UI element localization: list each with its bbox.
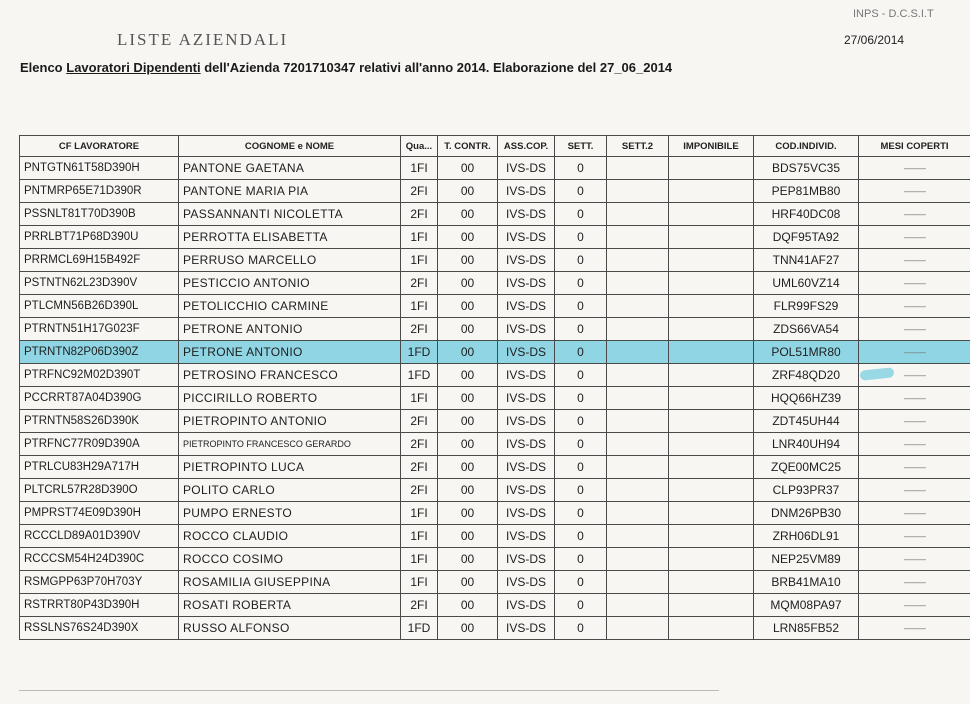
codice-individuale-cell: BDS75VC35 (754, 157, 859, 180)
mesi-coperti-cell: ------------- (859, 525, 970, 548)
qualifica-cell: 2FI (401, 272, 438, 295)
employee-table-wrapper (19, 135, 970, 640)
name-cell: PANTONE GAETANA (179, 157, 401, 180)
codice-individuale-cell: PEP81MB80 (754, 180, 859, 203)
codice-individuale-cell: ZDT45UH44 (754, 410, 859, 433)
table-row (20, 410, 970, 433)
settimane2-cell (607, 594, 669, 617)
name-cell: PIETROPINTO FRANCESCO GERARDO (179, 433, 401, 456)
imponibile-cell (669, 502, 754, 525)
name-cell: PETRONE ANTONIO (179, 341, 401, 364)
cf-cell: PMPRST74E09D390H (20, 502, 179, 525)
assicurazione-cell: IVS-DS (498, 456, 555, 479)
tipo-contratto-cell: 00 (438, 318, 498, 341)
assicurazione-cell: IVS-DS (498, 410, 555, 433)
tipo-contratto-cell: 00 (438, 226, 498, 249)
qualifica-cell: 2FI (401, 203, 438, 226)
cf-cell: PSSNLT81T70D390B (20, 203, 179, 226)
settimane-cell: 0 (555, 548, 607, 571)
column-header: CF LAVORATORE (20, 136, 179, 157)
imponibile-cell (669, 594, 754, 617)
list-title: LISTE AZIENDALI (117, 30, 289, 49)
name-cell: PIETROPINTO ANTONIO (179, 410, 401, 433)
settimane-cell: 0 (555, 364, 607, 387)
qualifica-cell: 1FD (401, 364, 438, 387)
settimane-cell: 0 (555, 479, 607, 502)
cf-cell: PTRLCU83H29A717H (20, 456, 179, 479)
tipo-contratto-cell: 00 (438, 456, 498, 479)
imponibile-cell (669, 180, 754, 203)
tipo-contratto-cell: 00 (438, 410, 498, 433)
bottom-edge-line (19, 690, 719, 691)
cf-cell: PCCRRT87A04D390G (20, 387, 179, 410)
qualifica-cell: 1FI (401, 525, 438, 548)
heading-underlined: Lavoratori Dipendenti (66, 60, 201, 75)
mesi-coperti-cell: ------------- (859, 433, 970, 456)
mesi-coperti-cell: ------------- (859, 249, 970, 272)
assicurazione-cell: IVS-DS (498, 226, 555, 249)
table-header-row (20, 136, 970, 157)
qualifica-cell: 2FI (401, 318, 438, 341)
tipo-contratto-cell: 00 (438, 157, 498, 180)
codice-individuale-cell: UML60VZ14 (754, 272, 859, 295)
mesi-coperti-cell: ------------- (859, 456, 970, 479)
qualifica-cell: 1FI (401, 295, 438, 318)
codice-individuale-cell: POL51MR80 (754, 341, 859, 364)
mesi-coperti-cell: ------------- (859, 318, 970, 341)
cf-cell: PLTCRL57R28D390O (20, 479, 179, 502)
cf-cell: RSTRRT80P43D390H (20, 594, 179, 617)
name-cell: PICCIRILLO ROBERTO (179, 387, 401, 410)
mesi-coperti-cell: ------------- (859, 571, 970, 594)
table-row (20, 479, 970, 502)
cf-cell: PTRFNC92M02D390T (20, 364, 179, 387)
column-header: ASS.COP. (498, 136, 555, 157)
document-heading (20, 60, 672, 75)
assicurazione-cell: IVS-DS (498, 571, 555, 594)
table-row (20, 318, 970, 341)
name-cell: PETOLICCHIO CARMINE (179, 295, 401, 318)
column-header: SETT.2 (607, 136, 669, 157)
assicurazione-cell: IVS-DS (498, 341, 555, 364)
codice-individuale-cell: MQM08PA97 (754, 594, 859, 617)
settimane-cell: 0 (555, 295, 607, 318)
settimane-cell: 0 (555, 410, 607, 433)
column-header: IMPONIBILE (669, 136, 754, 157)
mesi-coperti-cell: ------------- (859, 272, 970, 295)
codice-individuale-cell: NEP25VM89 (754, 548, 859, 571)
table-row (20, 157, 970, 180)
imponibile-cell (669, 364, 754, 387)
cf-cell: PNTMRP65E71D390R (20, 180, 179, 203)
table-row (20, 548, 970, 571)
tipo-contratto-cell: 00 (438, 548, 498, 571)
table-row (20, 571, 970, 594)
heading-rest: dell'Azienda 7201710347 relativi all'anno 2014. Elaborazione del 27_06_2014 (200, 60, 673, 75)
settimane2-cell (607, 295, 669, 318)
column-header: Qua... (401, 136, 438, 157)
imponibile-cell (669, 341, 754, 364)
mesi-coperti-cell: ------------- (859, 410, 970, 433)
table-body (20, 157, 970, 640)
table-row (20, 341, 970, 364)
settimane-cell: 0 (555, 525, 607, 548)
assicurazione-cell: IVS-DS (498, 295, 555, 318)
imponibile-cell (669, 548, 754, 571)
settimane-cell: 0 (555, 341, 607, 364)
name-cell: POLITO CARLO (179, 479, 401, 502)
assicurazione-cell: IVS-DS (498, 180, 555, 203)
table-row (20, 180, 970, 203)
imponibile-cell (669, 479, 754, 502)
heading-prefix: Elenco (20, 60, 67, 75)
qualifica-cell: 2FI (401, 410, 438, 433)
name-cell: PERROTTA ELISABETTA (179, 226, 401, 249)
assicurazione-cell: IVS-DS (498, 525, 555, 548)
tipo-contratto-cell: 00 (438, 479, 498, 502)
tipo-contratto-cell: 00 (438, 594, 498, 617)
imponibile-cell (669, 203, 754, 226)
qualifica-cell: 1FD (401, 617, 438, 640)
name-cell: PERRUSO MARCELLO (179, 249, 401, 272)
mesi-coperti-cell: ------------- (859, 387, 970, 410)
name-cell: ROSATI ROBERTA (179, 594, 401, 617)
settimane2-cell (607, 180, 669, 203)
settimane2-cell (607, 203, 669, 226)
cf-cell: RSMGPP63P70H703Y (20, 571, 179, 594)
settimane2-cell (607, 226, 669, 249)
cf-cell: RCCCSM54H24D390C (20, 548, 179, 571)
column-header: COGNOME e NOME (179, 136, 401, 157)
qualifica-cell: 2FI (401, 456, 438, 479)
employee-table (19, 135, 970, 640)
settimane-cell: 0 (555, 594, 607, 617)
settimane-cell: 0 (555, 502, 607, 525)
imponibile-cell (669, 617, 754, 640)
settimane2-cell (607, 525, 669, 548)
tipo-contratto-cell: 00 (438, 617, 498, 640)
tipo-contratto-cell: 00 (438, 433, 498, 456)
codice-individuale-cell: DQF95TA92 (754, 226, 859, 249)
table-row (20, 249, 970, 272)
column-header: MESI COPERTI (859, 136, 970, 157)
settimane-cell: 0 (555, 226, 607, 249)
qualifica-cell: 2FI (401, 594, 438, 617)
codice-individuale-cell: CLP93PR37 (754, 479, 859, 502)
settimane-cell: 0 (555, 157, 607, 180)
cf-cell: PTRNTN51H17G023F (20, 318, 179, 341)
cf-cell: PNTGTN61T58D390H (20, 157, 179, 180)
imponibile-cell (669, 387, 754, 410)
qualifica-cell: 1FI (401, 502, 438, 525)
tipo-contratto-cell: 00 (438, 571, 498, 594)
name-cell: ROCCO CLAUDIO (179, 525, 401, 548)
settimane2-cell (607, 272, 669, 295)
settimane2-cell (607, 341, 669, 364)
assicurazione-cell: IVS-DS (498, 318, 555, 341)
codice-individuale-cell: LNR40UH94 (754, 433, 859, 456)
mesi-coperti-cell: ------------- (859, 594, 970, 617)
tipo-contratto-cell: 00 (438, 525, 498, 548)
codice-individuale-cell: BRB41MA10 (754, 571, 859, 594)
codice-individuale-cell: FLR99FS29 (754, 295, 859, 318)
settimane-cell: 0 (555, 617, 607, 640)
settimane2-cell (607, 387, 669, 410)
codice-individuale-cell: DNM26PB30 (754, 502, 859, 525)
table-row (20, 617, 970, 640)
settimane-cell: 0 (555, 456, 607, 479)
assicurazione-cell: IVS-DS (498, 548, 555, 571)
settimane2-cell (607, 318, 669, 341)
settimane2-cell (607, 410, 669, 433)
settimane-cell: 0 (555, 180, 607, 203)
cf-cell: RSSLNS76S24D390X (20, 617, 179, 640)
codice-individuale-cell: ZRH06DL91 (754, 525, 859, 548)
mesi-coperti-cell: ------------- (859, 364, 970, 387)
qualifica-cell: 1FI (401, 157, 438, 180)
settimane2-cell (607, 456, 669, 479)
mesi-coperti-cell: ------------- (859, 479, 970, 502)
qualifica-cell: 2FI (401, 479, 438, 502)
mesi-coperti-cell: ------------- (859, 295, 970, 318)
codice-individuale-cell: TNN41AF27 (754, 249, 859, 272)
cf-cell: RCCCLD89A01D390V (20, 525, 179, 548)
issuer-code: INPS - D.C.S.I.T (853, 8, 934, 20)
name-cell: PETROSINO FRANCESCO (179, 364, 401, 387)
table-row (20, 226, 970, 249)
tipo-contratto-cell: 00 (438, 341, 498, 364)
imponibile-cell (669, 295, 754, 318)
imponibile-cell (669, 410, 754, 433)
assicurazione-cell: IVS-DS (498, 272, 555, 295)
settimane2-cell (607, 157, 669, 180)
tipo-contratto-cell: 00 (438, 502, 498, 525)
imponibile-cell (669, 226, 754, 249)
qualifica-cell: 1FD (401, 341, 438, 364)
settimane2-cell (607, 548, 669, 571)
tipo-contratto-cell: 00 (438, 387, 498, 410)
table-row (20, 364, 970, 387)
codice-individuale-cell: HRF40DC08 (754, 203, 859, 226)
table-row (20, 203, 970, 226)
assicurazione-cell: IVS-DS (498, 479, 555, 502)
name-cell: PUMPO ERNESTO (179, 502, 401, 525)
tipo-contratto-cell: 00 (438, 272, 498, 295)
cf-cell: PRRMCL69H15B492F (20, 249, 179, 272)
name-cell: PIETROPINTO LUCA (179, 456, 401, 479)
qualifica-cell: 1FI (401, 249, 438, 272)
cf-cell: PTLCMN56B26D390L (20, 295, 179, 318)
imponibile-cell (669, 318, 754, 341)
table-row (20, 272, 970, 295)
tipo-contratto-cell: 00 (438, 364, 498, 387)
name-cell: ROSAMILIA GIUSEPPINA (179, 571, 401, 594)
name-cell: PASSANNANTI NICOLETTA (179, 203, 401, 226)
qualifica-cell: 1FI (401, 571, 438, 594)
table-row (20, 456, 970, 479)
settimane2-cell (607, 479, 669, 502)
settimane2-cell (607, 433, 669, 456)
table-row (20, 594, 970, 617)
settimane-cell: 0 (555, 433, 607, 456)
imponibile-cell (669, 456, 754, 479)
settimane2-cell (607, 249, 669, 272)
mesi-coperti-cell: ------------- (859, 548, 970, 571)
tipo-contratto-cell: 00 (438, 249, 498, 272)
cf-cell: PTRNTN82P06D390Z (20, 341, 179, 364)
imponibile-cell (669, 272, 754, 295)
imponibile-cell (669, 571, 754, 594)
codice-individuale-cell: ZRF48QD20 (754, 364, 859, 387)
mesi-coperti-cell: ------------- (859, 180, 970, 203)
qualifica-cell: 1FI (401, 387, 438, 410)
mesi-coperti-cell: ------------- (859, 502, 970, 525)
qualifica-cell: 1FI (401, 226, 438, 249)
qualifica-cell: 2FI (401, 180, 438, 203)
settimane-cell: 0 (555, 571, 607, 594)
name-cell: PANTONE MARIA PIA (179, 180, 401, 203)
codice-individuale-cell: LRN85FB52 (754, 617, 859, 640)
assicurazione-cell: IVS-DS (498, 387, 555, 410)
settimane-cell: 0 (555, 272, 607, 295)
settimane2-cell (607, 364, 669, 387)
tipo-contratto-cell: 00 (438, 295, 498, 318)
cf-cell: PTRFNC77R09D390A (20, 433, 179, 456)
codice-individuale-cell: HQQ66HZ39 (754, 387, 859, 410)
tipo-contratto-cell: 00 (438, 180, 498, 203)
assicurazione-cell: IVS-DS (498, 594, 555, 617)
assicurazione-cell: IVS-DS (498, 617, 555, 640)
codice-individuale-cell: ZDS66VA54 (754, 318, 859, 341)
assicurazione-cell: IVS-DS (498, 203, 555, 226)
table-row (20, 525, 970, 548)
imponibile-cell (669, 525, 754, 548)
settimane2-cell (607, 502, 669, 525)
settimane-cell: 0 (555, 318, 607, 341)
mesi-coperti-cell: ------------- (859, 157, 970, 180)
mesi-coperti-cell: ------------- (859, 617, 970, 640)
table-row (20, 502, 970, 525)
qualifica-cell: 1FI (401, 548, 438, 571)
mesi-coperti-cell: ------------- (859, 203, 970, 226)
name-cell: RUSSO ALFONSO (179, 617, 401, 640)
settimane2-cell (607, 617, 669, 640)
column-header: T. CONTR. (438, 136, 498, 157)
assicurazione-cell: IVS-DS (498, 433, 555, 456)
imponibile-cell (669, 157, 754, 180)
settimane-cell: 0 (555, 249, 607, 272)
assicurazione-cell: IVS-DS (498, 157, 555, 180)
name-cell: PETRONE ANTONIO (179, 318, 401, 341)
name-cell: ROCCO COSIMO (179, 548, 401, 571)
codice-individuale-cell: ZQE00MC25 (754, 456, 859, 479)
assicurazione-cell: IVS-DS (498, 364, 555, 387)
mesi-coperti-cell: ------------- (859, 341, 970, 364)
column-header: SETT. (555, 136, 607, 157)
table-row (20, 433, 970, 456)
assicurazione-cell: IVS-DS (498, 502, 555, 525)
settimane-cell: 0 (555, 387, 607, 410)
imponibile-cell (669, 433, 754, 456)
settimane-cell: 0 (555, 203, 607, 226)
table-row (20, 387, 970, 410)
column-header: COD.INDIVID. (754, 136, 859, 157)
cf-cell: PTRNTN58S26D390K (20, 410, 179, 433)
tipo-contratto-cell: 00 (438, 203, 498, 226)
settimane2-cell (607, 571, 669, 594)
assicurazione-cell: IVS-DS (498, 249, 555, 272)
cf-cell: PSTNTN62L23D390V (20, 272, 179, 295)
cf-cell: PRRLBT71P68D390U (20, 226, 179, 249)
imponibile-cell (669, 249, 754, 272)
print-date: 27/06/2014 (844, 33, 905, 47)
qualifica-cell: 2FI (401, 433, 438, 456)
mesi-coperti-cell: ------------- (859, 226, 970, 249)
name-cell: PESTICCIO ANTONIO (179, 272, 401, 295)
table-row (20, 295, 970, 318)
